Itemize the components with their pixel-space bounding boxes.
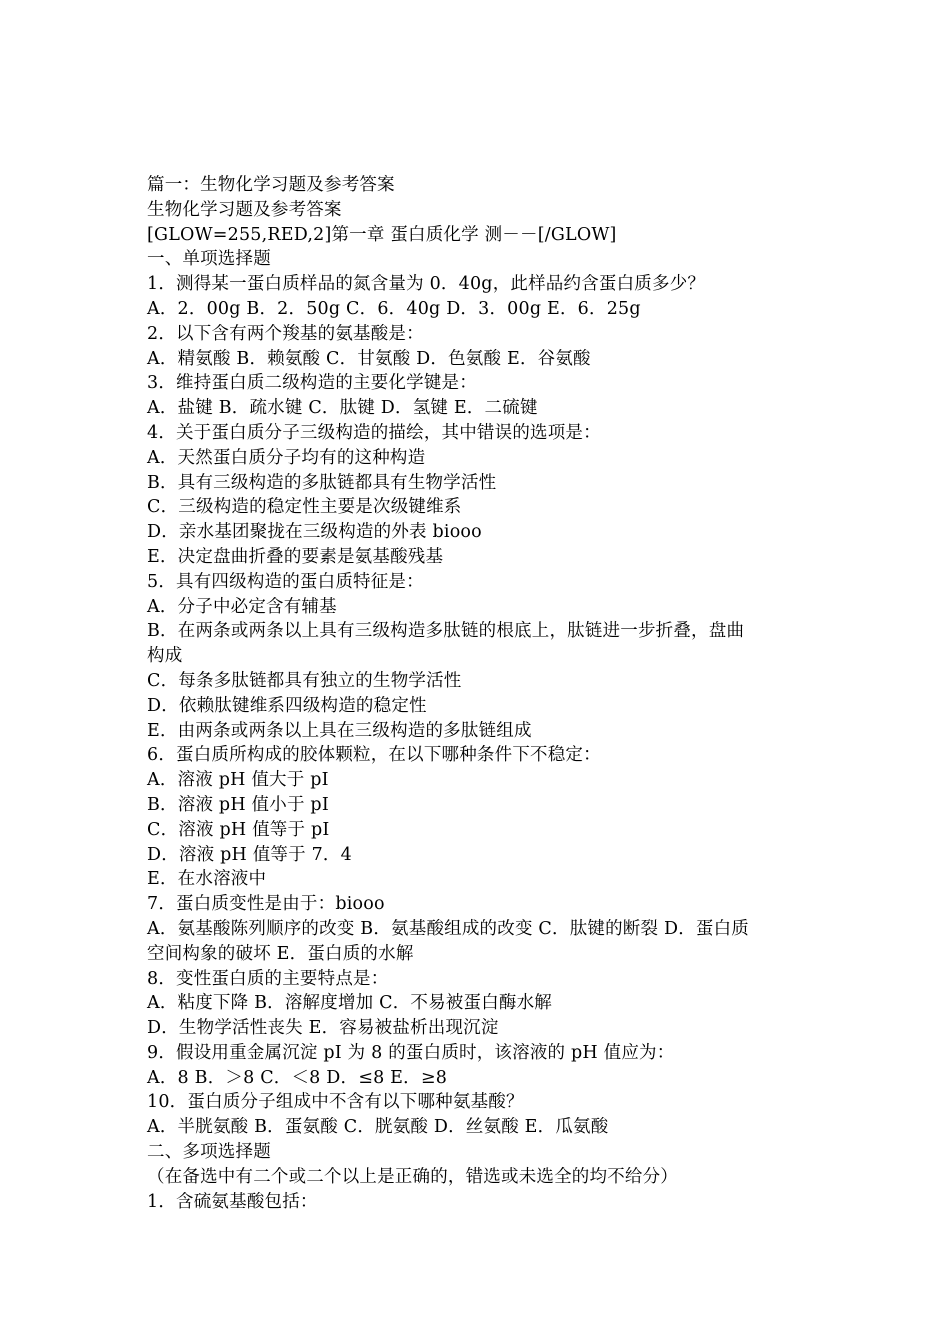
question-2: 2．以下含有两个羧基的氨基酸是： [147, 323, 424, 344]
document-subtitle: 生物化学习题及参考答案 [147, 199, 342, 220]
question-7: 7．蛋白质变性是由于：biooo [147, 894, 385, 915]
question-4: 4．关于蛋白质分子三级构造的描绘，其中错误的选项是： [147, 422, 601, 443]
section-heading-multiple-choice: 二、多项选择题 [147, 1142, 271, 1163]
question-7-options-cont: 空间构象的破坏 E．蛋白质的水解 [147, 943, 414, 964]
question-3: 3．维持蛋白质二级构造的主要化学键是： [147, 373, 477, 394]
question-9-options: A．8 B．＞8 C．＜8 D．≤8 E．≥8 [147, 1067, 448, 1088]
question-4-option-e: E．决定盘曲折叠的要素是氨基酸残基 [147, 546, 444, 567]
question-10: 10．蛋白质分子组成中不含有以下哪种氨基酸？ [147, 1092, 524, 1113]
question-1-options: A．2．00g B．2．50g C．6．40g D．3．00g E．6．25g [147, 298, 641, 319]
question-3-options: A．盐键 B．疏水键 C．肽键 D．氢键 E．二硫键 [147, 398, 538, 419]
question-6-option-a: A．溶液 pH 值大于 pI [147, 770, 329, 791]
question-4-option-a: A．天然蛋白质分子均有的这种构造 [147, 447, 426, 468]
question-5-option-e: E．由两条或两条以上具在三级构造的多肽链组成 [147, 720, 532, 741]
question-4-option-c: C．三级构造的稳定性主要是次级键维系 [147, 497, 462, 518]
question-10-options: A．半胱氨酸 B．蛋氨酸 C．胱氨酸 D．丝氨酸 E．瓜氨酸 [147, 1117, 609, 1138]
question-4-option-b: B．具有三级构造的多肽链都具有生物学活性 [147, 472, 497, 493]
question-6-option-e: E．在水溶液中 [147, 869, 267, 890]
question-4-option-d: D．亲水基团聚拢在三级构造的外表 biooo [147, 522, 482, 543]
multi-question-1: 1．含硫氨基酸包括： [147, 1191, 318, 1212]
question-8: 8．变性蛋白质的主要特点是： [147, 968, 389, 989]
question-9: 9．假设用重金属沉淀 pI 为 8 的蛋白质时，该溶液的 pH 值应为： [147, 1042, 675, 1063]
question-6-option-c: C．溶液 pH 值等于 pI [147, 819, 330, 840]
question-5-option-b: B．在两条或两条以上具有三级构造多肽链的根底上，肽链进一步折叠，盘曲 [147, 621, 745, 642]
question-2-options: A．精氨酸 B．赖氨酸 C．甘氨酸 D．色氨酸 E．谷氨酸 [147, 348, 591, 369]
document-title: 篇一：生物化学习题及参考答案 [147, 175, 395, 195]
question-5-option-a: A．分子中必定含有辅基 [147, 596, 337, 617]
question-5: 5．具有四级构造的蛋白质特征是： [147, 571, 424, 592]
section-heading-single-choice: 一、单项选择题 [147, 249, 271, 270]
question-6: 6．蛋白质所构成的胶体颗粒，在以下哪种条件下不稳定： [147, 745, 601, 766]
question-7-options: A．氨基酸陈列顺序的改变 B．氨基酸组成的改变 C．肽键的断裂 D．蛋白质 [147, 918, 750, 939]
question-6-option-b: B．溶液 pH 值小于 pI [147, 794, 329, 815]
question-6-option-d: D．溶液 pH 值等于 7．4 [147, 844, 352, 865]
question-8-options-cont: D．生物学活性丧失 E．容易被盐析出现沉淀 [147, 1018, 499, 1039]
question-5-option-d: D．依赖肽键维系四级构造的稳定性 [147, 695, 427, 716]
document-body [147, 173, 807, 1214]
question-5-option-b-cont: 构成 [147, 646, 183, 667]
question-8-options: A．粘度下降 B．溶解度增加 C．不易被蛋白酶水解 [147, 993, 553, 1014]
chapter-heading: [GLOW=255,RED,2]第一章 蛋白质化学 测－－[/GLOW] [147, 224, 617, 245]
multiple-choice-instructions: （在备选中有二个或二个以上是正确的，错选或未选全的均不给分） [147, 1166, 678, 1187]
question-1: 1．测得某一蛋白质样品的氮含量为 0．40g，此样品约含蛋白质多少？ [147, 274, 706, 295]
question-5-option-c: C．每条多肽链都具有独立的生物学活性 [147, 670, 462, 691]
